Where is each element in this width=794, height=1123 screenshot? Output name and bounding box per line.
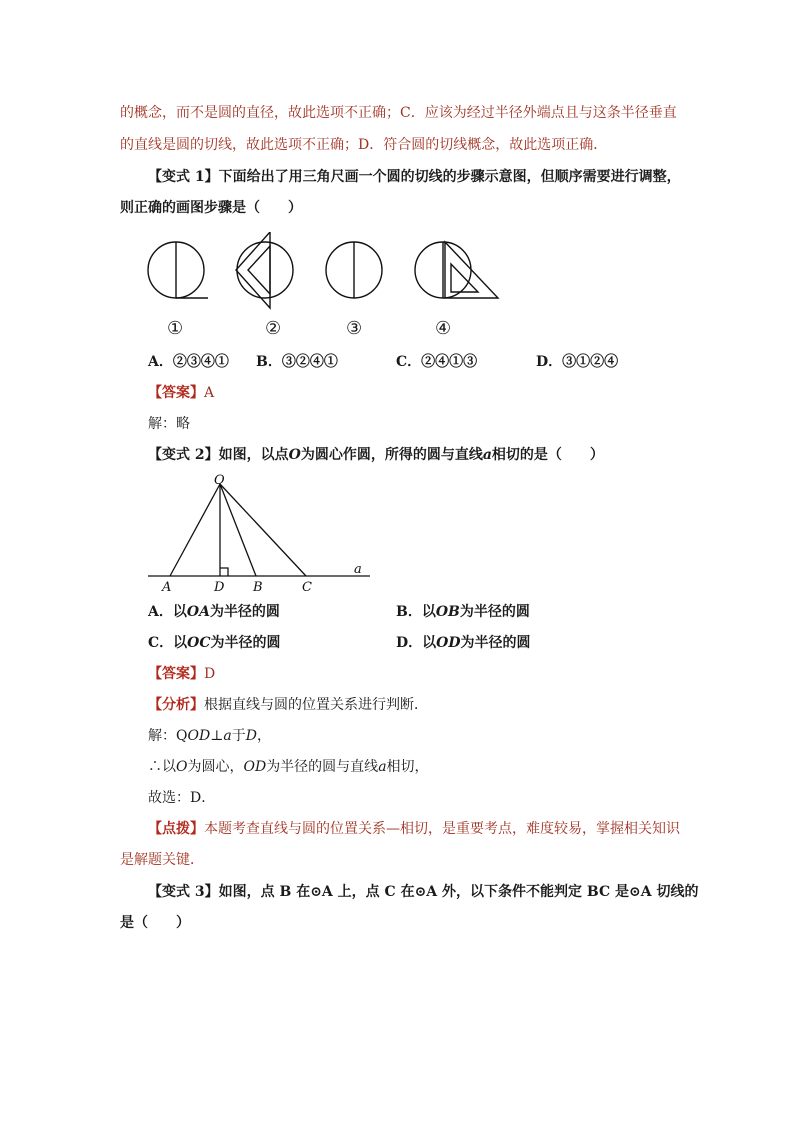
option-text: 为半径的圆 <box>209 604 280 620</box>
variant3-stem-line2: 是（ ） <box>120 915 190 931</box>
variant2-option-c <box>148 633 281 653</box>
variant2-solution-line3: 故选：D． <box>148 790 216 806</box>
segment-ob <box>220 484 256 576</box>
variant2-figure <box>140 472 380 594</box>
sol-text: ∴以 <box>148 759 176 775</box>
sol-math: OD <box>243 759 267 775</box>
answer-tag: 【答案】 <box>148 385 204 401</box>
intro-line-1: 的概念，而不是圆的直径，故此选项不正确；C．应该为经过半径外端点且与这条半径垂直 <box>120 105 677 121</box>
option-text: 为半径的圆 <box>210 635 281 651</box>
answer-value: A <box>204 385 215 401</box>
stem-text: 为圆心作圆，所得的圆与直线 <box>300 447 483 463</box>
tip-tag: 【点拨】 <box>148 821 204 837</box>
variant1-option-b: B．③②④① <box>256 354 338 370</box>
variant2-analysis <box>148 695 428 715</box>
option-segment: OA <box>186 604 210 620</box>
variant1-stem-line1 <box>148 167 681 187</box>
option-text: 为半径的圆 <box>459 604 530 620</box>
variant1-solution: 解：略 <box>148 416 190 432</box>
variant2-tag: 【变式 2】 <box>148 447 219 463</box>
label-o: O <box>214 473 225 488</box>
variant2-option-a <box>148 602 280 622</box>
variant1-answer <box>148 383 214 403</box>
figure-3 <box>326 242 382 298</box>
option-segment: OD <box>436 635 461 651</box>
variant2-answer <box>148 664 215 684</box>
variant2-tip-line1 <box>148 819 680 839</box>
figure-label-4: ④ <box>435 318 452 339</box>
sol-math: D <box>245 728 257 744</box>
variant1-stem-line2: 则正确的画图步骤是（ ） <box>120 200 302 216</box>
figure-label-3: ③ <box>346 318 363 339</box>
variant2-stem <box>148 445 604 465</box>
segment-oa <box>170 484 220 576</box>
figure-2 <box>236 232 293 308</box>
label-c: C <box>302 580 312 594</box>
variant1-tag: 【变式 1】 <box>148 169 219 185</box>
variant2-solution-line1 <box>148 726 271 746</box>
stem-point-o: O <box>288 447 301 463</box>
sol-text: 相切， <box>386 759 429 775</box>
label-d: D <box>214 580 225 594</box>
figure-1 <box>148 242 208 298</box>
figure-label-2: ② <box>265 318 282 339</box>
option-segment: OB <box>435 604 460 620</box>
variant1-option-c: C．②④①③ <box>396 354 478 370</box>
sol-math: a <box>223 728 232 744</box>
option-text: 为半径的圆 <box>460 635 531 651</box>
option-text: B．以 <box>396 604 436 620</box>
variant3-stem-line1 <box>148 882 698 902</box>
figure-4 <box>415 242 498 298</box>
intro-line-2: 的直线是圆的切线，故此选项不正确；D．符合圆的切线概念，故此选项正确． <box>120 137 608 153</box>
variant3-tag: 【变式 3】 <box>148 884 219 900</box>
option-text: A．以 <box>148 604 187 620</box>
label-b: B <box>253 580 263 594</box>
figure-label-1: ① <box>167 318 184 339</box>
sol-text: 为半径的圆与直线 <box>266 759 379 775</box>
analysis-text: 根据直线与圆的位置关系进行判断． <box>204 697 428 713</box>
variant1-option-a: A．②③④① <box>148 354 229 370</box>
sol-math: ⊥ <box>210 728 224 744</box>
option-text: C．以 <box>148 635 188 651</box>
answer-tag: 【答案】 <box>148 666 204 682</box>
sol-text: 解：Q <box>148 728 188 744</box>
stem-text: 如图，以点 <box>218 447 289 463</box>
tip-text: 本题考查直线与圆的位置关系—相切，是重要考点，难度较易，掌握相关知识 <box>204 821 680 837</box>
option-segment: OC <box>187 635 211 651</box>
sol-text: ， <box>256 728 271 744</box>
option-text: D．以 <box>396 635 437 651</box>
variant2-option-d <box>396 633 530 653</box>
stem-text: 相切的是（ ） <box>491 447 604 463</box>
variant2-option-b <box>396 602 530 622</box>
right-angle-mark <box>220 568 228 576</box>
stem-line-a: a <box>482 447 492 463</box>
variant2-solution-line2 <box>148 757 429 777</box>
sol-text: 为圆心， <box>187 759 244 775</box>
variant1-stem: 下面给出了用三角尺画一个圆的切线的步骤示意图，但顺序需要进行调整， <box>218 169 681 185</box>
label-a: A <box>162 580 172 594</box>
segment-oc <box>220 484 306 576</box>
label-line-a: a <box>354 562 362 577</box>
answer-value: D <box>204 666 216 682</box>
variant2-tip-line2: 是解题关键． <box>120 852 204 868</box>
sol-math: OD <box>187 728 211 744</box>
analysis-tag: 【分析】 <box>148 697 204 713</box>
sol-text: 于 <box>231 728 246 744</box>
variant1-figures <box>140 232 520 312</box>
sol-math: a <box>378 759 387 775</box>
variant1-option-d: D．③①②④ <box>536 354 619 370</box>
variant3-stem: 如图，点 B 在⊙A 上，点 C 在⊙A 外，以下条件不能判定 BC 是⊙A 切线的 <box>218 884 699 900</box>
sol-math: O <box>176 759 188 775</box>
